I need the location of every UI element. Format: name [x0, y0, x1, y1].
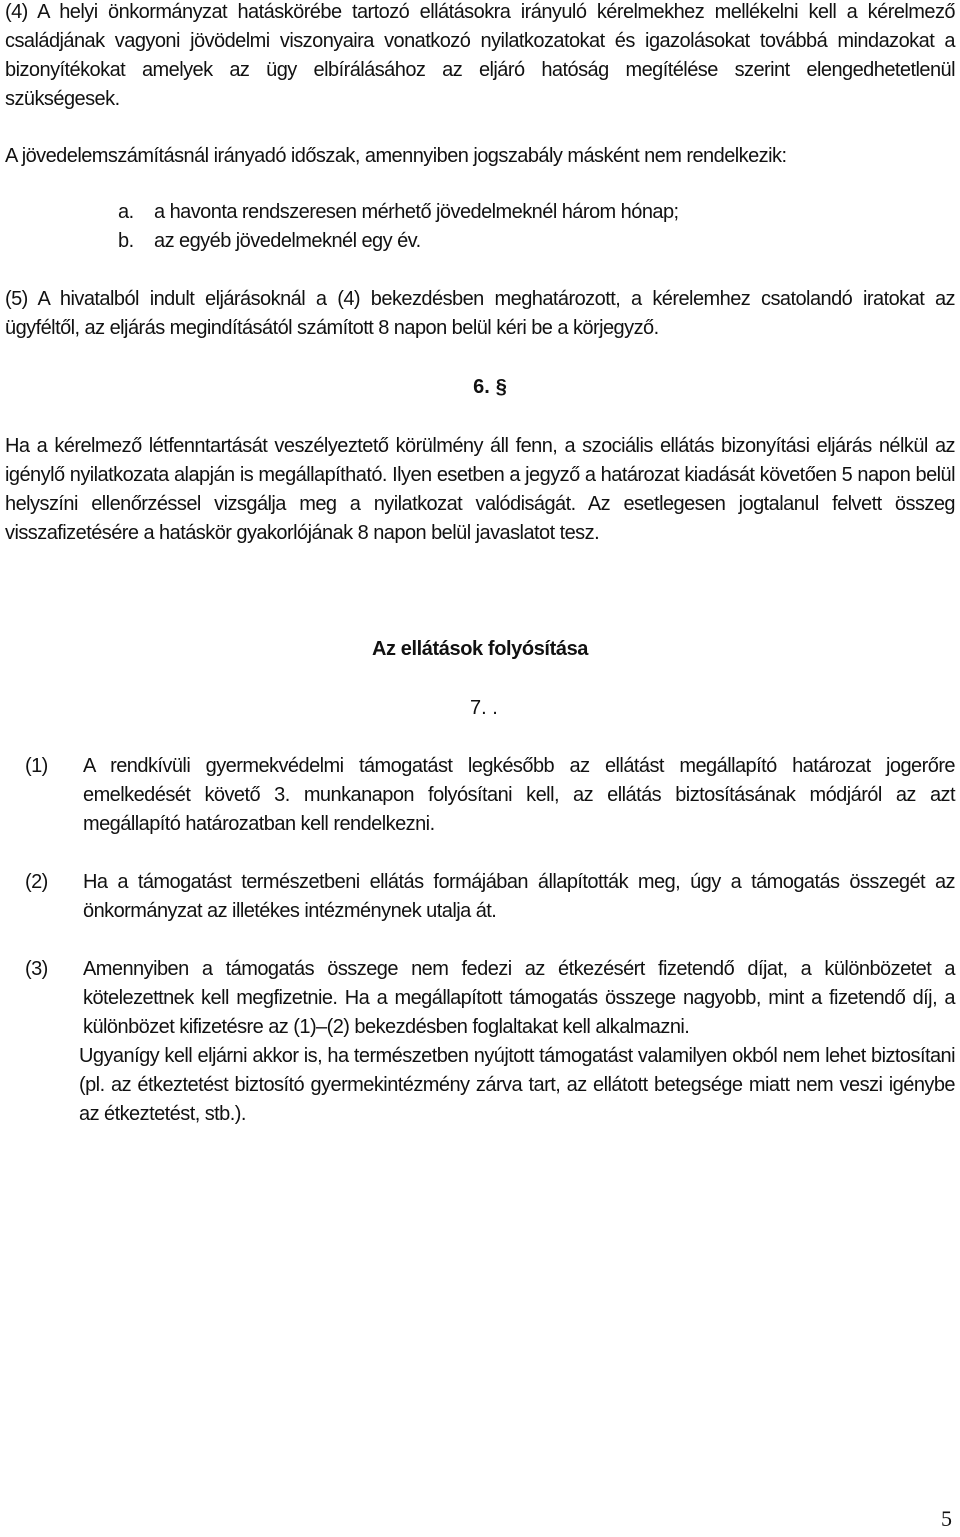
- item-text: Ugyanígy kell eljárni akkor is, ha természetben nyújtott támogatást valamilyen okból nem lehet biztosítani (pl. az étkeztetést biztosító gyermekintézmény zárva tart, az ellátott betegsége miatt nem veszi igénybe az étkeztetést, stb.).: [79, 1045, 955, 1125]
- income-period-intro: A jövedelemszámításnál irányadó időszak, amennyiben jogszabály másként nem rendelkezik:: [5, 145, 787, 167]
- item-3-continuation: [25, 1042, 955, 1129]
- item-text: A rendkívüli gyermekvédelmi támogatást legkésőbb az ellátást megállapító határozat jogerőre emelkedését követő 3. munkanapon folyósítani kell, az ellátás biztosításának módjáról az azt megállapító határozatban kell rendelkezni.: [83, 755, 955, 835]
- section-6-text: Ha a kérelmező létfenntartását veszélyeztető körülmény áll fenn, a szociális ellátás bizonyítási eljárás nélkül az igénylő nyilatkozata alapján is megállapítható. Ilyen esetben a jegyző a határozat kiadását követően 5 napon belül helyszíni ellenőrzéssel vizsgálja meg a nyilatkozat valódiságát. Az esetlegesen jogtalanul felvett összeg visszafizetésére a hatáskör gyakorlójának 8 napon belül javaslatot tesz.: [5, 435, 955, 544]
- section-6-heading: [10, 373, 960, 402]
- page-number: 5: [941, 1506, 952, 1531]
- section-symbol: §: [495, 376, 507, 398]
- numbered-item: [25, 955, 955, 1042]
- list-item: [118, 227, 421, 256]
- item-text: Amennyiben a támogatás összege nem fedezi az étkezésért fizetendő díjat, a különbözetet a kötelezettnek kell megfizetnie. Ha a megállapított támogatás összege nagyobb, mint a fizetendő díj, a különbözet kifizetésre az (1)–(2) bekezdésben foglaltakat kell alkalmazni.: [83, 958, 955, 1038]
- list-item-text: az egyéb jövedelmeknél egy év.: [154, 230, 421, 252]
- item-number: (2): [25, 871, 48, 893]
- section-number: 6.: [473, 376, 490, 398]
- paragraph-5: (5) A hivatalból indult eljárásoknál a (4) bekezdésben meghatározott, a kérelemhez csatolandó iratokat az ügyféltől, az eljárás megindításától számított 8 napon belül kéri be a körjegyző.: [5, 288, 955, 339]
- section-title: Az ellátások folyósítása: [371, 638, 589, 660]
- section-7-number: 7. .: [470, 697, 498, 719]
- list-item-text: a havonta rendszeresen mérhető jövedelmeknél három hónap;: [154, 201, 679, 223]
- numbered-item: [25, 752, 955, 839]
- list-item: [118, 198, 679, 227]
- item-text: Ha a támogatást természetbeni ellátás formájában állapították meg, úgy a támogatás összegét az önkormányzat az illetékes intézménynek utalja át.: [83, 871, 955, 922]
- item-number: (3): [25, 958, 48, 980]
- item-number: (1): [25, 755, 48, 777]
- list-marker: a.: [118, 201, 134, 223]
- list-marker: b.: [118, 230, 134, 252]
- numbered-item: [25, 868, 955, 926]
- paragraph-4: (4) A helyi önkormányzat hatáskörébe tartozó ellátásokra irányuló kérelmekhez mellékelni kell a kérelmező családjának vagyoni jövödelmi viszonyaira vonatkozó nyilatkozatokat és igazolásokat továbbá mindazokat a bizonyítékokat amelyek az ügy elbírálásához az eljáró hatóság megítélése szerint elengedhetetlenül szükségesek.: [5, 1, 955, 110]
